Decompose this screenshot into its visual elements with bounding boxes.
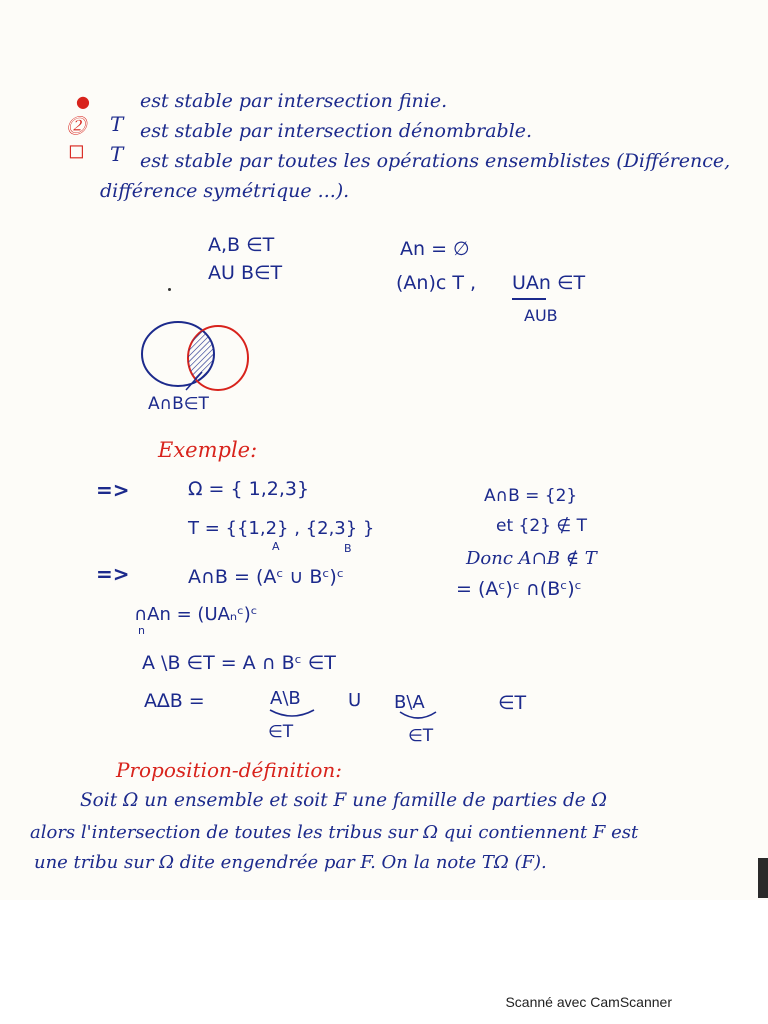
an-inclusion: (An)c T , [396,272,477,294]
dot [168,288,171,291]
example-title: Exemple: [158,438,258,462]
anb-formula: A∩B = (Aᶜ ∪ Bᶜ)ᶜ [188,566,344,588]
line-1: est stable par intersection finie. [140,90,448,112]
a-minus-b-2: A\B [270,688,301,709]
t-def: T = {{1,2} , {2,3} } [188,518,375,539]
in-t-left: ∈T [268,722,294,742]
donc: Donc A∩B ∉ T [466,548,597,569]
marker-dot-1: ● [76,92,90,111]
cap-an: ∩An = (UAₙᶜ)ᶜ [134,604,258,625]
b-minus-a: B\A [394,692,425,713]
aub-in-t: AU B∈T [208,262,283,284]
an-empty: An = ∅ [400,238,470,260]
marker-circle-2: ⓶ [66,114,86,138]
sub-b: B [344,542,352,555]
sub-a: A [272,540,280,553]
et-2: et {2} ∉ T [496,516,587,536]
scan-edge [758,858,768,898]
in-t-mid: ∈T [408,726,434,746]
prop-line-3: une tribu sur Ω dite engendrée par F. On la note TΩ (F). [34,852,547,873]
underbrace-right [398,710,438,722]
union-an: UAn ∈T [512,272,586,294]
line-2: est stable par intersection dénombrable. [140,120,533,142]
prop-line-1: Soit Ω un ensemble et soit F une famille de parties de Ω [80,790,607,811]
line-2-marker: T [110,112,124,136]
venn-diagram [138,316,256,396]
in-t-right: ∈T [498,692,527,714]
a-minus-b-line: A \B ∈T = A ∩ Bᶜ ∈T [142,652,336,674]
line-4: différence symétrique ...). [100,180,350,202]
arrow-1: => [96,478,130,502]
aub-underline [512,298,546,300]
anb-eq: A∩B = {2} [484,486,578,506]
camscanner-footer: Scanné avec CamScanner [505,994,672,1010]
cap-n: n [138,624,145,637]
line-3-marker: T [110,142,124,166]
a-delta-b-lhs: A∆B = [144,690,205,712]
omega-def: Ω = { 1,2,3} [188,478,310,500]
prop-title: Proposition-définition: [116,758,343,782]
prop-line-2: alors l'intersection de toutes les tribus sur Ω qui contiennent F est [30,822,639,843]
anb-formula-2: = (Aᶜ)ᶜ ∩(Bᶜ)ᶜ [456,578,582,600]
aub-label: AUB [524,306,558,325]
marker-box-3: ◻ [68,138,85,162]
venn-label: A∩B∈T [148,394,209,414]
union-sign: U [348,690,362,711]
arrow-2: => [96,562,130,586]
underbrace-left [268,708,316,720]
ab-in-t: A,B ∈T [208,234,275,256]
line-3: est stable par toutes les opérations ensemblistes (Différence, [140,150,731,172]
